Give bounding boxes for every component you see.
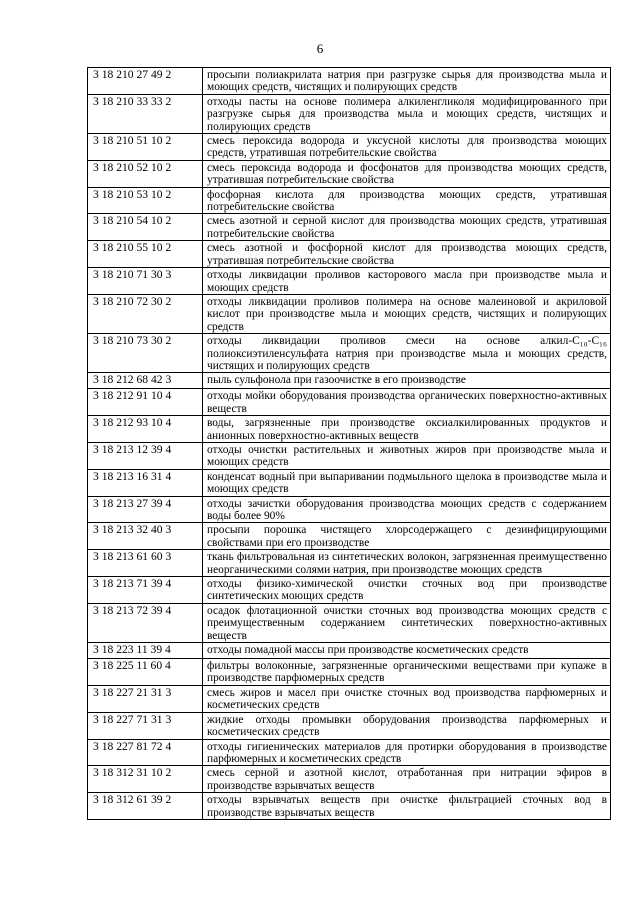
waste-name-cell: конденсат водный при выпаривании подмыльного щелока в производстве мыла и моющих средств [203, 469, 611, 496]
waste-code-cell: 3 18 213 27 39 4 [88, 496, 203, 523]
waste-code-cell: 3 18 210 73 30 2 [88, 334, 203, 373]
table-row [88, 241, 611, 268]
waste-code-cell: 3 18 210 54 10 2 [88, 214, 203, 241]
waste-code-cell: 3 18 210 51 10 2 [88, 134, 203, 161]
waste-name-cell: смесь пероксида водорода и уксусной кислоты для производства моющих средств, утратившая потребительские свойства [203, 134, 611, 161]
waste-name-cell: жидкие отходы промывки оборудования производства парфюмерных и косметических средств [203, 712, 611, 739]
waste-name-cell: смесь пероксида водорода и фосфонатов для производства моющих средств, утратившая потребительские свойства [203, 160, 611, 187]
table-row [88, 373, 611, 389]
waste-code-cell: 3 18 213 12 39 4 [88, 442, 203, 469]
table-row [88, 643, 611, 659]
table-row [88, 496, 611, 523]
waste-name-cell: отходы ликвидации проливов смеси на основе алкил-C₁₀-C₁₆ полиоксиэтиленсульфата натрия при производстве мыла и моющих средств, чистящих и полирующих средств [203, 334, 611, 373]
waste-code-cell: 3 18 210 52 10 2 [88, 160, 203, 187]
waste-name-cell: отходы ликвидации проливов касторового масла при производстве мыла и моющих средств [203, 268, 611, 295]
table-row [88, 659, 611, 686]
table-row [88, 294, 611, 333]
waste-code-cell: 3 18 210 55 10 2 [88, 241, 203, 268]
table-row [88, 793, 611, 820]
table-row [88, 416, 611, 443]
waste-code-cell: 3 18 210 71 30 3 [88, 268, 203, 295]
table-row [88, 577, 611, 604]
table-row [88, 442, 611, 469]
table-row [88, 550, 611, 577]
waste-code-cell: 3 18 210 53 10 2 [88, 187, 203, 214]
waste-name-cell: просыпи полиакрилата натрия при разгрузке сырья для производства мыла и моющих средств, чистящих и полирующих средств [203, 68, 611, 95]
waste-name-cell: просыпи порошка чистящего хлорсодержащего с дезинфицирующими свойствами при его производстве [203, 523, 611, 550]
waste-name-cell: смесь азотной и фосфорной кислот для производства моющих средств, утратившая потребительские свойства [203, 241, 611, 268]
waste-code-cell: 3 18 312 61 39 2 [88, 793, 203, 820]
waste-name-cell: осадок флотационной очистки сточных вод производства моющих средств с преимущественным содержанием синтетических поверхностно-активных веществ [203, 603, 611, 642]
waste-code-cell: 3 18 210 33 33 2 [88, 94, 203, 133]
waste-name-cell: отходы очистки растительных и животных жиров при производстве мыла и моющих средств [203, 442, 611, 469]
waste-name-cell: отходы физико-химической очистки сточных вод при производстве синтетических моющих средств [203, 577, 611, 604]
waste-name-cell: отходы зачистки оборудования производства моющих средств с содержанием воды более 90% [203, 496, 611, 523]
waste-name-cell: смесь серной и азотной кислот, отработанная при нитрации эфиров в производстве взрывчатых веществ [203, 766, 611, 793]
table-row [88, 134, 611, 161]
waste-code-cell: 3 18 210 27 49 2 [88, 68, 203, 95]
waste-name-cell: отходы помадной массы при производстве косметических средств [203, 643, 611, 659]
waste-code-cell: 3 18 227 21 31 3 [88, 685, 203, 712]
waste-code-cell: 3 18 227 81 72 4 [88, 739, 203, 766]
waste-code-cell: 3 18 223 11 39 4 [88, 643, 203, 659]
table-row [88, 160, 611, 187]
waste-name-cell: воды, загрязненные при производстве оксиалкилированных продуктов и анионных поверхностно-активных веществ [203, 416, 611, 443]
waste-code-cell: 3 18 227 71 31 3 [88, 712, 203, 739]
waste-code-cell: 3 18 213 71 39 4 [88, 577, 203, 604]
table-row [88, 334, 611, 373]
waste-code-cell: 3 18 213 16 31 4 [88, 469, 203, 496]
table-row [88, 94, 611, 133]
waste-name-cell: отходы мойки оборудования производства органических поверхностно-активных веществ [203, 389, 611, 416]
table-row [88, 712, 611, 739]
table-row [88, 68, 611, 95]
waste-code-cell: 3 18 213 72 39 4 [88, 603, 203, 642]
page-number: 6 [316, 41, 324, 56]
waste-name-cell: ткань фильтровальная из синтетических волокон, загрязненная преимущественно неорганическими солями натрия, при производстве моющих средств [203, 550, 611, 577]
waste-name-cell: пыль сульфонола при газоочистке в его производстве [203, 373, 611, 389]
table-row [88, 268, 611, 295]
waste-name-cell: отходы пасты на основе полимера алкиленгликоля модифицированного при разгрузке сырья для производства мыла и моющих средств, чистящих и полирующих средств [203, 94, 611, 133]
table-row [88, 603, 611, 642]
table-row [88, 214, 611, 241]
waste-code-cell: 3 18 212 91 10 4 [88, 389, 203, 416]
table-row [88, 685, 611, 712]
waste-name-cell: смесь азотной и серной кислот для производства моющих средств, утратившая потребительские свойства [203, 214, 611, 241]
waste-name-cell: отходы гигиенических материалов для протирки оборудования в производстве парфюмерных и косметических средств [203, 739, 611, 766]
table-row [88, 389, 611, 416]
waste-code-cell: 3 18 225 11 60 4 [88, 659, 203, 686]
waste-code-cell: 3 18 213 32 40 3 [88, 523, 203, 550]
waste-classification-table [87, 67, 611, 820]
table-row [88, 187, 611, 214]
table-row [88, 469, 611, 496]
waste-name-cell: фильтры волоконные, загрязненные органическими веществами при купаже в производстве парфюмерных средств [203, 659, 611, 686]
waste-name-cell: отходы взрывчатых веществ при очистке фильтрацией сточных вод в производстве взрывчатых веществ [203, 793, 611, 820]
waste-code-cell: 3 18 210 72 30 2 [88, 294, 203, 333]
waste-code-cell: 3 18 213 61 60 3 [88, 550, 203, 577]
table-row [88, 739, 611, 766]
waste-code-cell: 3 18 212 93 10 4 [88, 416, 203, 443]
waste-code-cell: 3 18 212 68 42 3 [88, 373, 203, 389]
table-row [88, 523, 611, 550]
waste-name-cell: смесь жиров и масел при очистке сточных вод производства парфюмерных и косметических средств [203, 685, 611, 712]
waste-name-cell: отходы ликвидации проливов полимера на основе малеиновой и акриловой кислот при производстве мыла и моющих средств, чистящих и полирующих средств [203, 294, 611, 333]
waste-code-cell: 3 18 312 31 10 2 [88, 766, 203, 793]
table-row [88, 766, 611, 793]
waste-name-cell: фосфорная кислота для производства моющих средств, утратившая потребительские свойства [203, 187, 611, 214]
table-body [88, 68, 611, 820]
